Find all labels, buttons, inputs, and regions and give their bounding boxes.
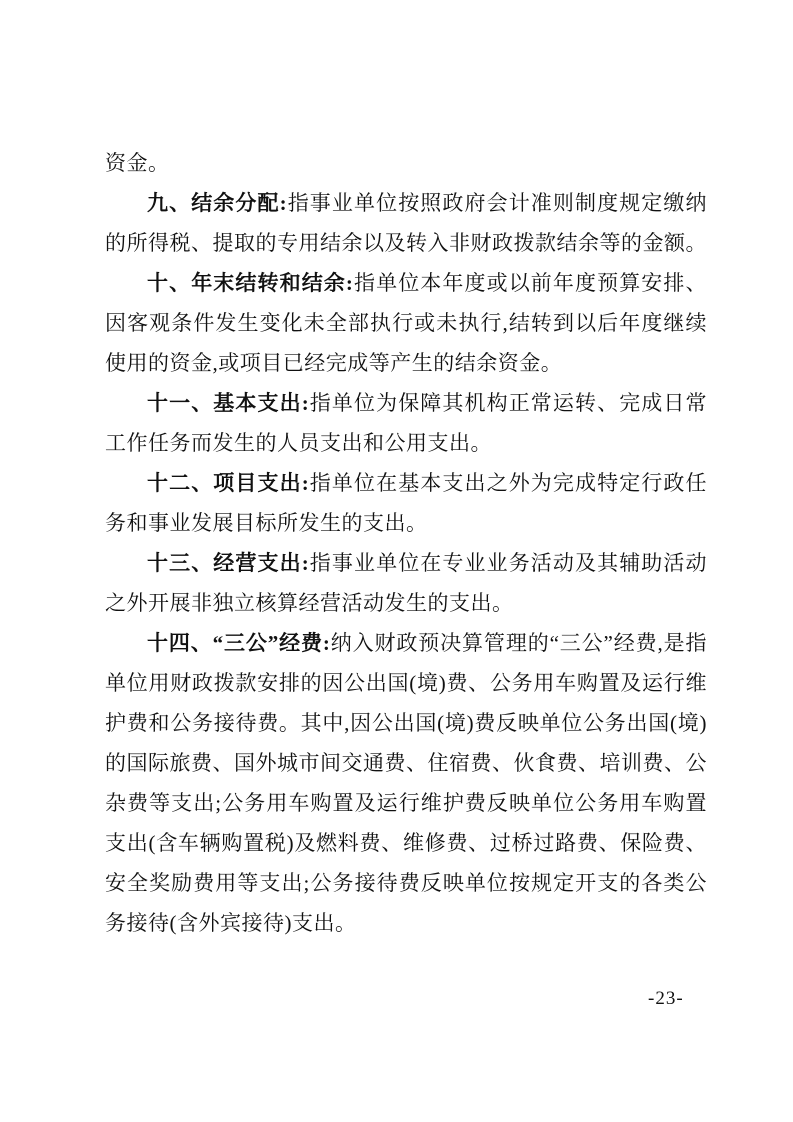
paragraph-lead: 十、年末结转和结余:	[147, 271, 354, 295]
page-number: -23-	[648, 988, 684, 1009]
paragraph-lead: 十二、项目支出:	[147, 471, 310, 495]
paragraph-item-14	[105, 623, 707, 943]
paragraph-text: 指单位本年度或以前年度预算安排、因客观条件发生变化未全部执行或未执行,结转到以后年度继续使用的资金,或项目已经完成等产生的结余资金。	[105, 271, 708, 375]
paragraph-continuation	[105, 143, 707, 183]
paragraph-text: 指单位在基本支出之外为完成特定行政任务和事业发展目标所发生的支出。	[105, 471, 708, 535]
paragraph-text: 纳入财政预决算管理的“三公”经费,是指单位用财政拨款安排的因公出国(境)费、公务用车购置及运行维护费和公务接待费。其中,因公出国(境)费反映单位公务出国(境)的国际旅费、国外城市间交通费、住宿费、伙食费、培训费、公杂费等支出;公务用车购置及运行维护费反映单位公务用车购置支出(含车辆购置税)及燃料费、维修费、过桥过路费、保险费、安全奖励费用等支出;公务接待费反映单位按规定开支的各类公务接待(含外宾接待)支出。	[105, 631, 707, 935]
paragraph-item-12	[105, 463, 707, 543]
paragraph-lead: 十三、经营支出:	[147, 551, 310, 575]
paragraph-text: 指事业单位在专业业务活动及其辅助活动之外开展非独立核算经营活动发生的支出。	[105, 551, 708, 615]
paragraph-text: 指单位为保障其机构正常运转、完成日常工作任务而发生的人员支出和公用支出。	[105, 391, 708, 455]
paragraph-item-9	[105, 183, 707, 263]
paragraph-lead: 十四、“三公”经费:	[147, 631, 331, 655]
paragraph-lead: 十一、基本支出:	[147, 391, 310, 415]
paragraph-text: 指事业单位按照政府会计准则制度规定缴纳的所得税、提取的专用结余以及转入非财政拨款结余等的金额。	[105, 191, 707, 255]
paragraph-item-10	[105, 263, 707, 383]
paragraph-item-13	[105, 543, 707, 623]
paragraph-lead: 九、结余分配:	[147, 191, 288, 215]
paragraph-item-11	[105, 383, 707, 463]
document-text-area	[105, 143, 707, 943]
paragraph-text: 资金。	[105, 151, 170, 175]
